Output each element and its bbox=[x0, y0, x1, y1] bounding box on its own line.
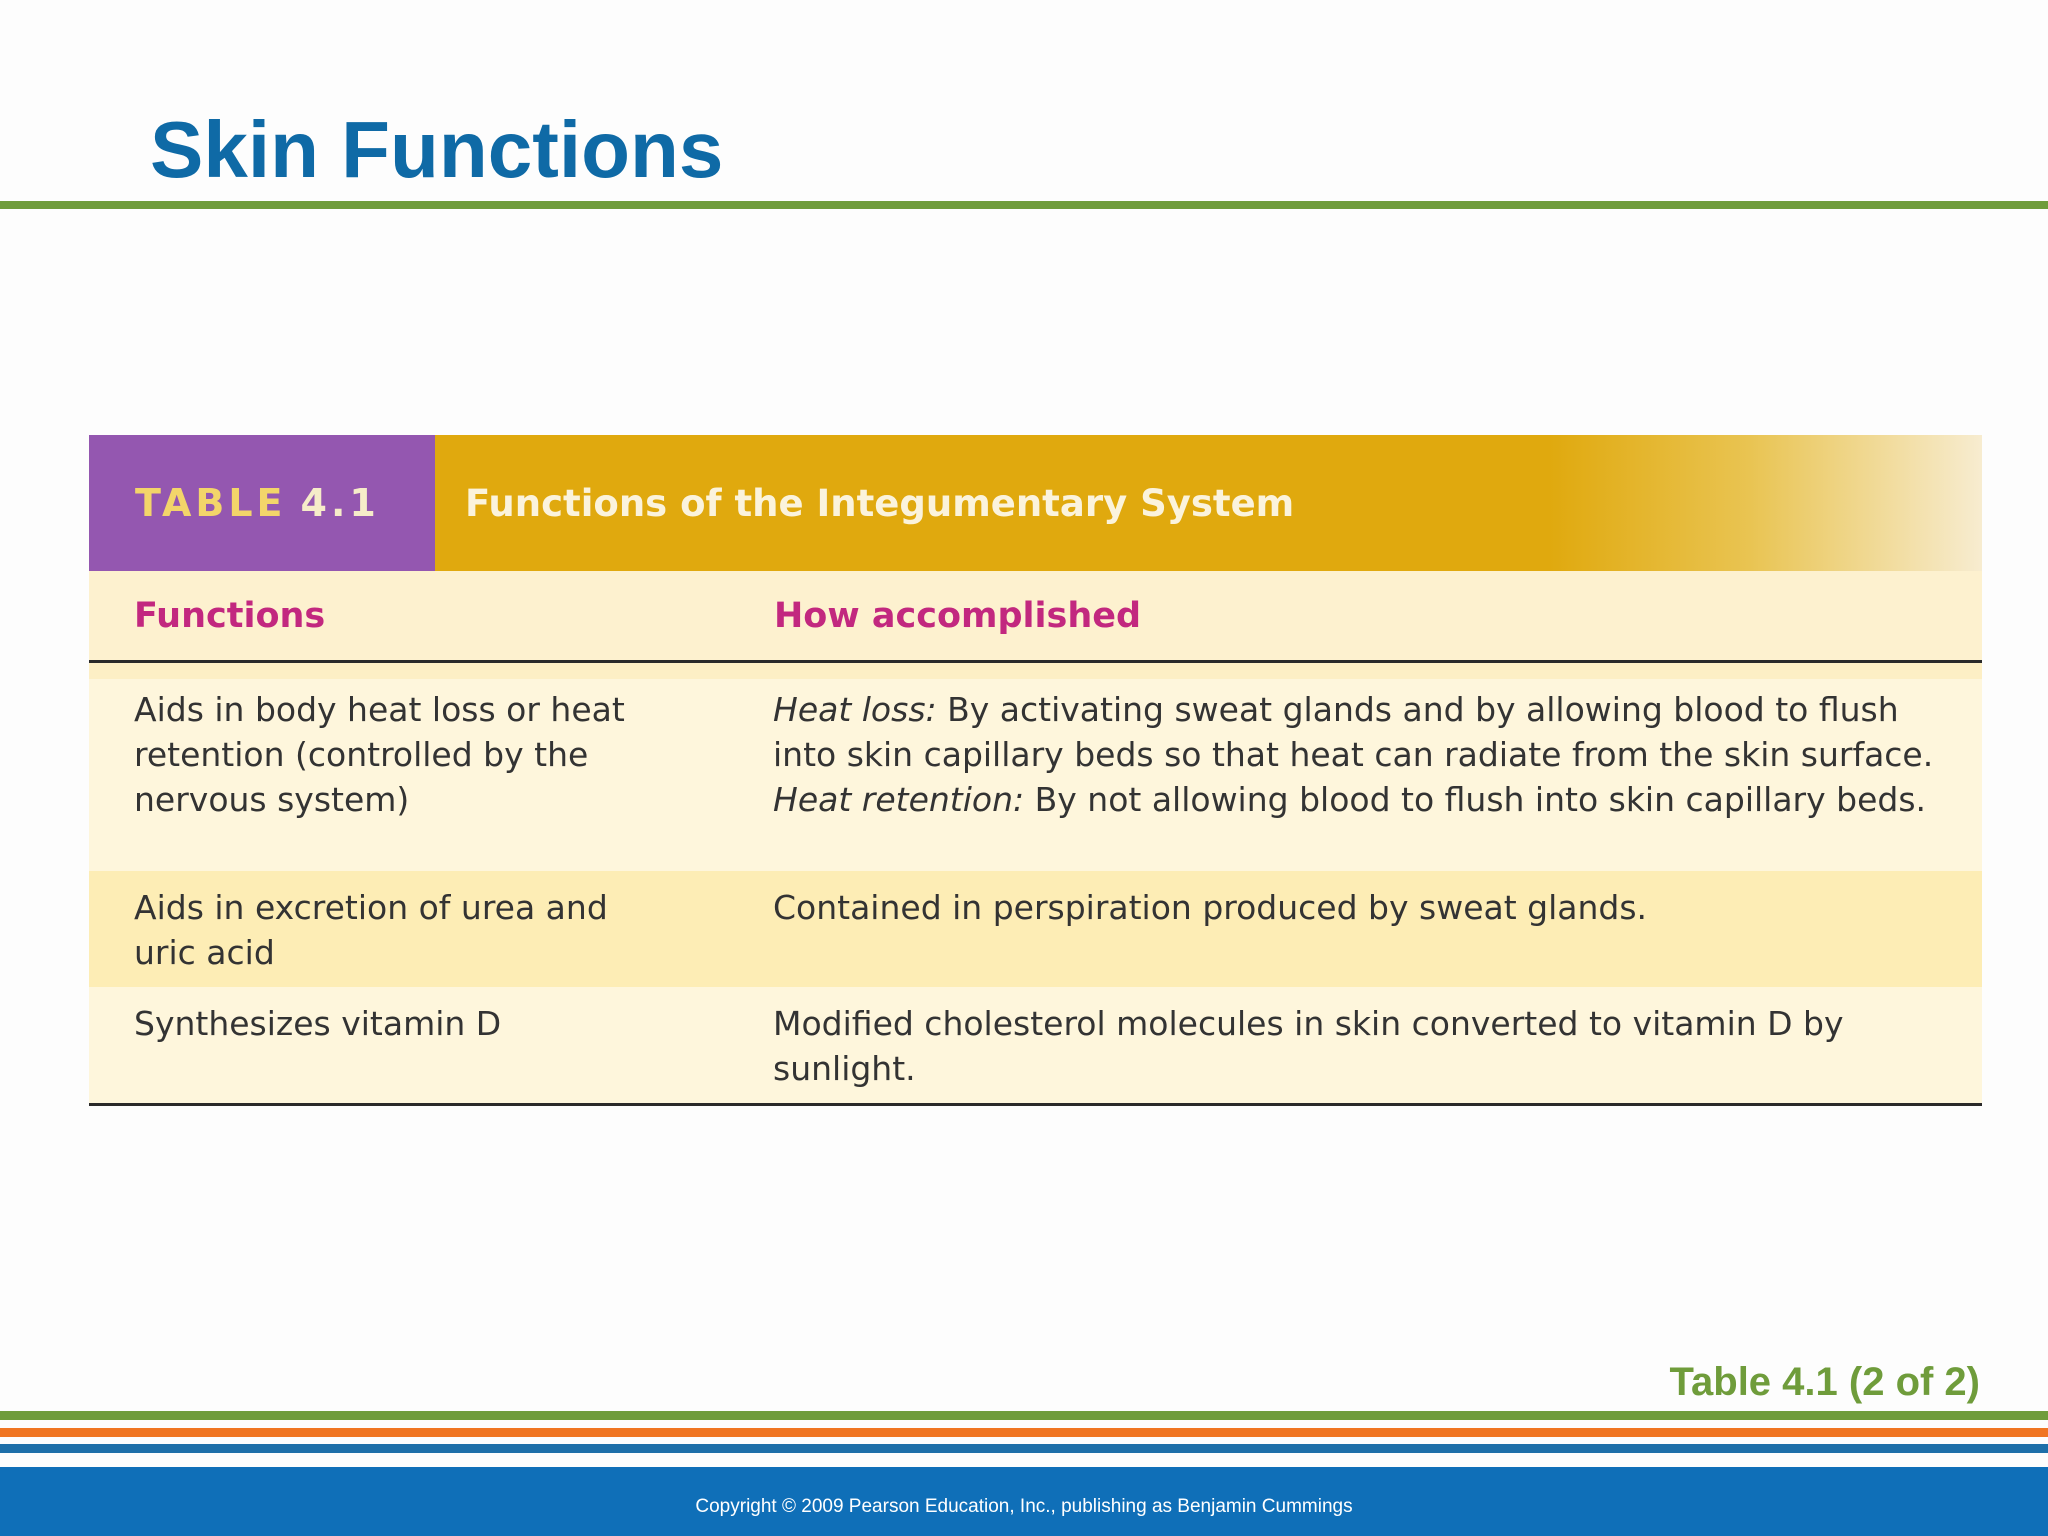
functions-table bbox=[89, 435, 1982, 1106]
function-text-line: Synthesizes vitamin D bbox=[134, 1004, 502, 1043]
how-accomplished-cell bbox=[773, 885, 1963, 930]
function-text-line: retention (controlled by the bbox=[134, 735, 589, 774]
how-text-line: Modified cholesterol molecules in skin converted to vitamin D by bbox=[773, 1004, 1844, 1043]
table-body bbox=[89, 571, 1982, 1106]
table-row bbox=[89, 987, 1982, 1103]
table-label-word: TABLE bbox=[135, 481, 287, 525]
heat-loss-text: By activating sweat glands and by allowing blood to flush bbox=[936, 690, 1899, 729]
column-header-how-accomplished: How accomplished bbox=[774, 596, 1142, 636]
table-header-row bbox=[89, 571, 1982, 663]
footer-stripe-blue bbox=[0, 1444, 2048, 1453]
table-reference-label: Table 4.1 (2 of 2) bbox=[1669, 1360, 1980, 1404]
table-number-label bbox=[89, 435, 435, 571]
column-header-functions: Functions bbox=[134, 596, 326, 636]
table-row bbox=[89, 871, 1982, 987]
heat-retention-line bbox=[773, 777, 1963, 822]
function-cell bbox=[134, 885, 694, 975]
function-cell bbox=[134, 687, 694, 822]
title-divider bbox=[0, 201, 2048, 209]
how-accomplished-cell bbox=[773, 687, 1963, 822]
heat-retention-text: By not allowing blood to flush into skin capillary beds. bbox=[1024, 780, 1927, 819]
how-accomplished-cell bbox=[773, 1001, 1963, 1091]
function-text-line: Aids in excretion of urea and bbox=[134, 888, 608, 927]
table-label-number: 4.1 bbox=[300, 481, 380, 525]
function-cell bbox=[134, 1001, 694, 1046]
function-text-line: nervous system) bbox=[134, 780, 410, 819]
table-bottom-rule bbox=[89, 1103, 1982, 1106]
slide-title: Skin Functions bbox=[150, 105, 724, 194]
how-text-line: sunlight. bbox=[773, 1049, 916, 1088]
function-text-line: uric acid bbox=[134, 933, 275, 972]
table-row bbox=[89, 663, 1982, 871]
table-banner bbox=[89, 435, 1982, 571]
heat-retention-label: Heat retention: bbox=[773, 780, 1025, 819]
copyright-text: Copyright © 2009 Pearson Education, Inc., publishing as Benjamin Cummings bbox=[695, 1496, 1353, 1517]
heat-loss-line bbox=[773, 687, 1963, 732]
how-text-line: Contained in perspiration produced by sweat glands. bbox=[773, 888, 1648, 927]
table-caption: Functions of the Integumentary System bbox=[435, 435, 1982, 571]
footer-stripe-orange bbox=[0, 1428, 2048, 1437]
footer-stripe-green bbox=[0, 1411, 2048, 1420]
heat-loss-label: Heat loss: bbox=[773, 690, 937, 729]
heat-loss-continuation: into skin capillary beds so that heat can radiate from the skin surface. bbox=[773, 735, 1934, 774]
function-text-line: Aids in body heat loss or heat bbox=[134, 690, 625, 729]
